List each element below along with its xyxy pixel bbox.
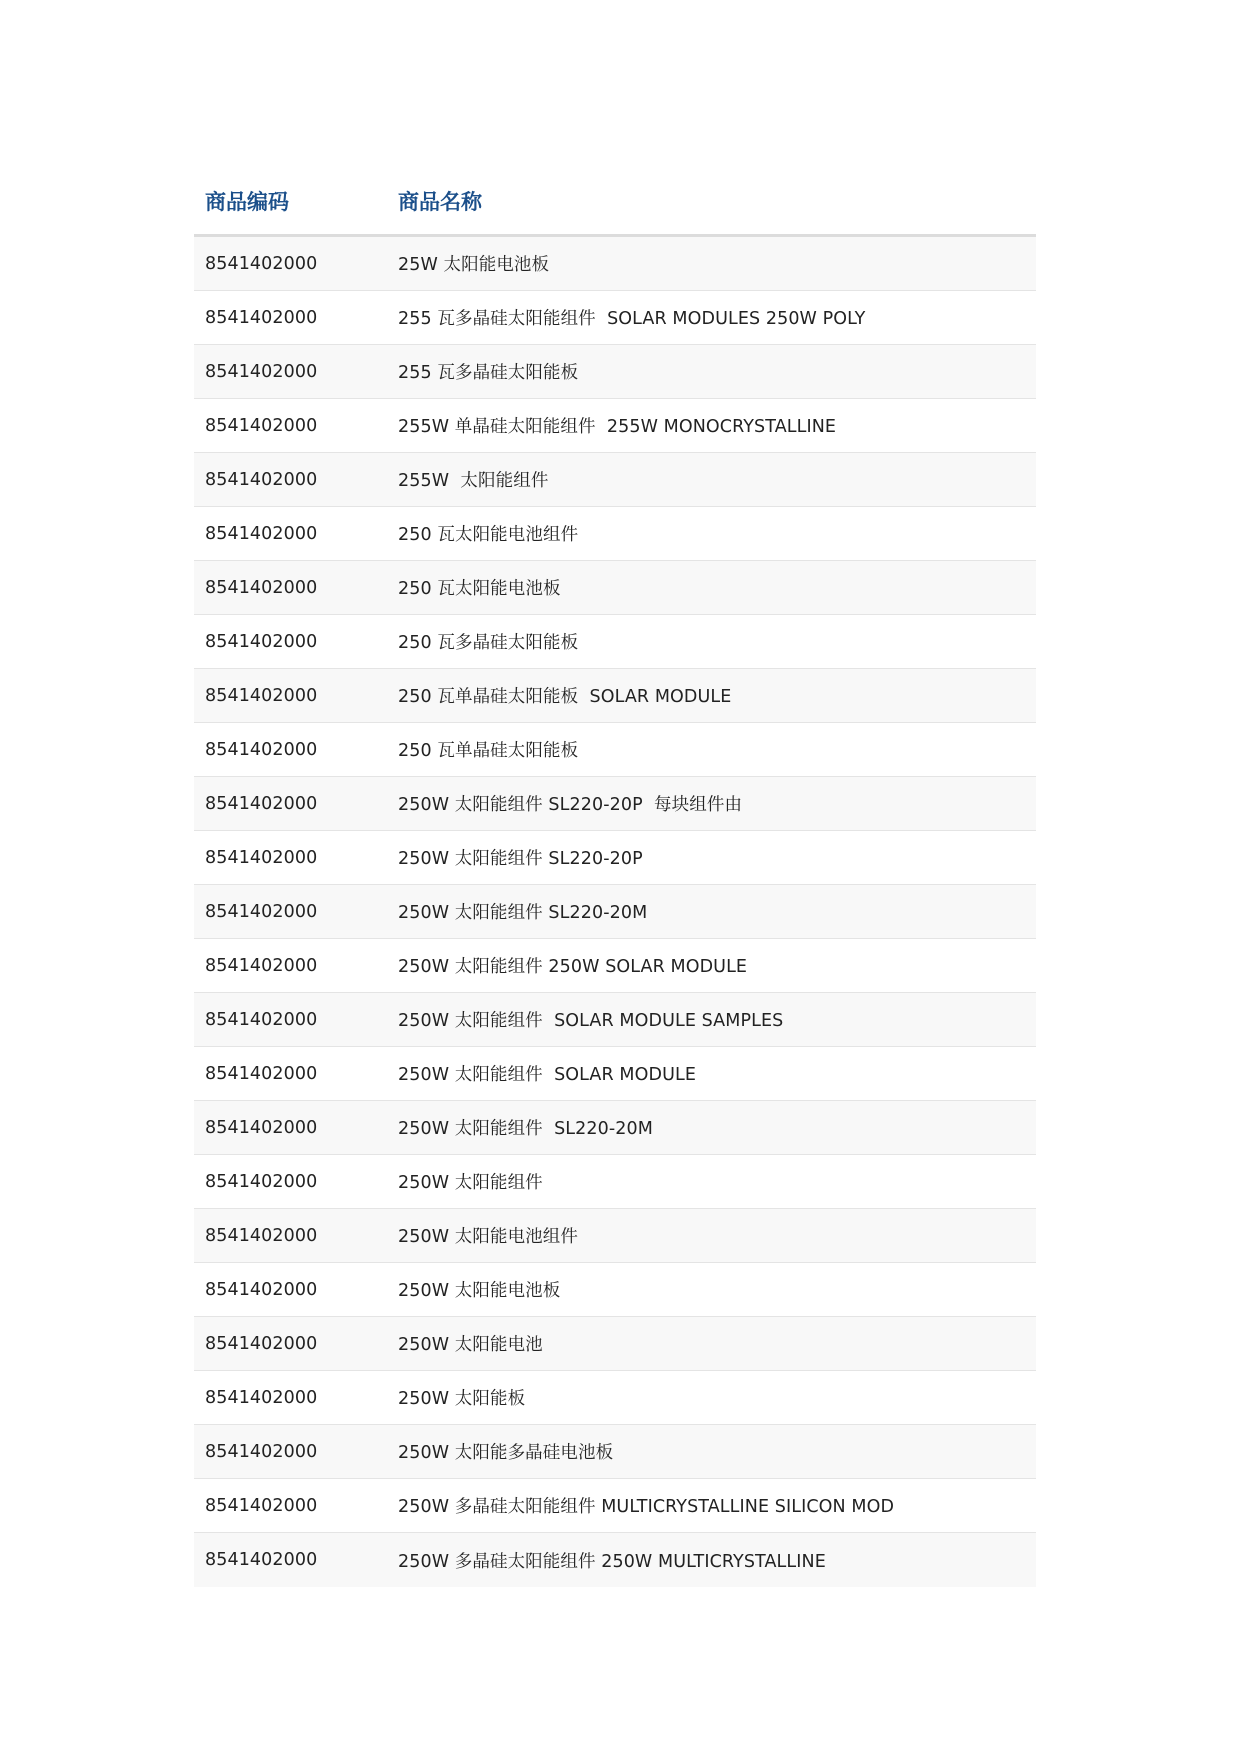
table-row	[194, 669, 1036, 723]
row-name: 250W 太阳能电池组件	[398, 1227, 578, 1247]
row-name: 250 瓦单晶硅太阳能板	[398, 741, 579, 761]
table-row	[194, 1371, 1036, 1425]
table-row	[194, 561, 1036, 615]
table-row	[194, 1209, 1036, 1263]
row-name: 250W 太阳能电池板	[398, 1281, 561, 1301]
row-name: 255W 太阳能组件	[398, 471, 549, 491]
row-code: 8541402000	[205, 415, 318, 436]
table-row	[194, 939, 1036, 993]
row-code: 8541402000	[205, 577, 318, 598]
table-row	[194, 1155, 1036, 1209]
row-code: 8541402000	[205, 1279, 318, 1300]
row-code: 8541402000	[205, 1117, 318, 1138]
row-code: 8541402000	[205, 631, 318, 652]
row-name: 255 瓦多晶硅太阳能板	[398, 363, 579, 383]
row-name: 250 瓦多晶硅太阳能板	[398, 633, 579, 653]
row-name: 250W 太阳能组件 SL220-20M	[398, 903, 648, 923]
table-row	[194, 291, 1036, 345]
row-code: 8541402000	[205, 847, 318, 868]
table-row	[194, 777, 1036, 831]
row-name: 250W 太阳能组件	[398, 1173, 543, 1193]
row-name: 250 瓦太阳能电池板	[398, 579, 561, 599]
row-code: 8541402000	[205, 1009, 318, 1030]
row-name: 250W 多晶硅太阳能组件 MULTICRYSTALLINE SILICON MOD	[398, 1497, 895, 1517]
table-body	[194, 237, 1036, 1587]
table-row	[194, 1047, 1036, 1101]
table-header	[194, 168, 1036, 237]
table-row	[194, 993, 1036, 1047]
row-code: 8541402000	[205, 307, 318, 328]
table-row	[194, 723, 1036, 777]
row-name: 250W 太阳能组件 SOLAR MODULE	[398, 1065, 696, 1085]
row-code: 8541402000	[205, 1550, 318, 1570]
row-name: 250 瓦太阳能电池组件	[398, 525, 579, 545]
row-code: 8541402000	[205, 1225, 318, 1246]
row-code: 8541402000	[205, 955, 318, 976]
table-row	[194, 1101, 1036, 1155]
row-name: 255W 单晶硅太阳能组件 255W MONOCRYSTALLINE	[398, 417, 837, 437]
row-code: 8541402000	[205, 793, 318, 814]
row-name: 25W 太阳能电池板	[398, 255, 550, 275]
row-name: 250W 太阳能板	[398, 1389, 526, 1409]
row-name: 250W 太阳能组件 SOLAR MODULE SAMPLES	[398, 1011, 784, 1031]
row-code: 8541402000	[205, 469, 318, 490]
table-row	[194, 1479, 1036, 1533]
table-row	[194, 453, 1036, 507]
row-code: 8541402000	[205, 1441, 318, 1462]
row-name: 250W 太阳能电池	[398, 1335, 543, 1355]
header-code: 商品编码	[205, 190, 289, 214]
table-row	[194, 885, 1036, 939]
row-name: 250W 太阳能组件 SL220-20P	[398, 849, 643, 869]
row-name: 250W 多晶硅太阳能组件 250W MULTICRYSTALLINE	[398, 1551, 826, 1572]
row-code: 8541402000	[205, 523, 318, 544]
row-code: 8541402000	[205, 901, 318, 922]
table-row	[194, 1425, 1036, 1479]
row-name: 250W 太阳能多晶硅电池板	[398, 1443, 614, 1463]
header-name: 商品名称	[398, 190, 482, 214]
table-row	[194, 507, 1036, 561]
row-name: 250W 太阳能组件 SL220-20P 每块组件由	[398, 795, 743, 815]
row-code: 8541402000	[205, 1387, 318, 1408]
row-name: 250 瓦单晶硅太阳能板 SOLAR MODULE	[398, 687, 732, 707]
row-code: 8541402000	[205, 685, 318, 706]
table-row	[194, 831, 1036, 885]
row-code: 8541402000	[205, 739, 318, 760]
row-code: 8541402000	[205, 1171, 318, 1192]
row-name: 250W 太阳能组件 SL220-20M	[398, 1119, 653, 1139]
table-row	[194, 399, 1036, 453]
row-code: 8541402000	[205, 1333, 318, 1354]
table-row	[194, 615, 1036, 669]
table-row	[194, 1533, 1036, 1587]
table-row	[194, 345, 1036, 399]
row-code: 8541402000	[205, 361, 318, 382]
row-code: 8541402000	[205, 253, 318, 274]
product-table	[194, 168, 1036, 1587]
table-row	[194, 1317, 1036, 1371]
table-row	[194, 237, 1036, 291]
row-code: 8541402000	[205, 1495, 318, 1516]
row-code: 8541402000	[205, 1063, 318, 1084]
table-row	[194, 1263, 1036, 1317]
row-name: 255 瓦多晶硅太阳能组件 SOLAR MODULES 250W POLY	[398, 309, 866, 329]
row-name: 250W 太阳能组件 250W SOLAR MODULE	[398, 957, 748, 977]
